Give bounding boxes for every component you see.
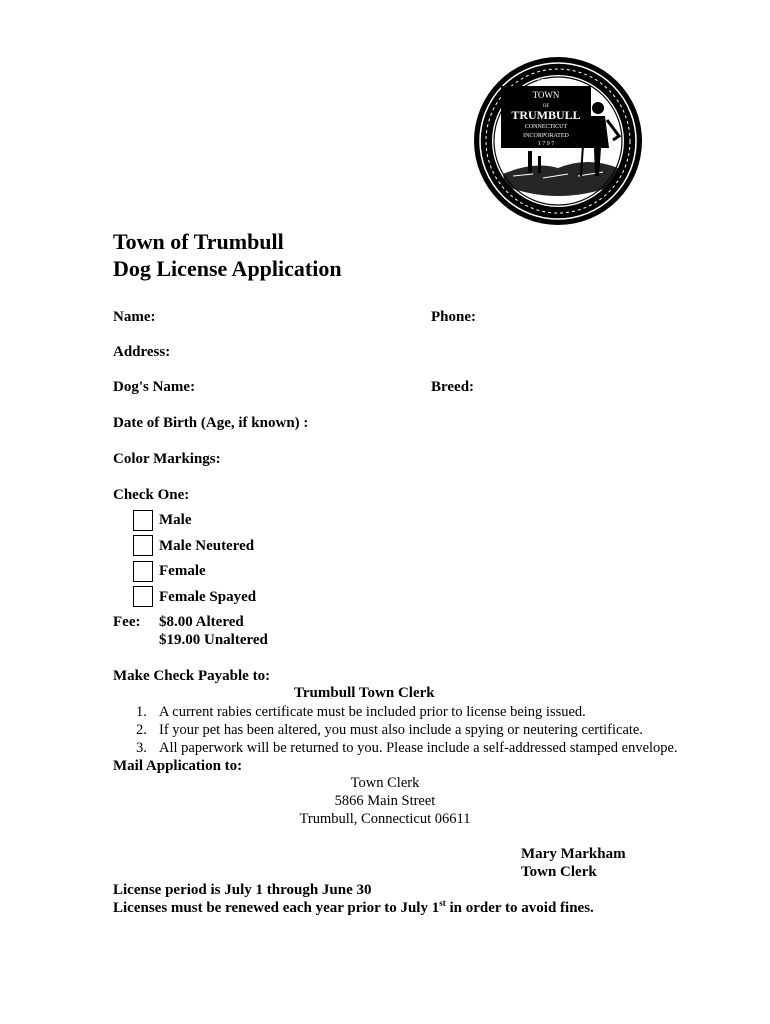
note-text: All paperwork will be returned to you. Please include a self-addressed stamped envelope.	[159, 740, 678, 756]
signature-name: Mary Markham	[521, 846, 626, 862]
page-title-line1: Town of Trumbull	[113, 229, 284, 254]
male-checkbox[interactable]	[133, 510, 153, 531]
name-label: Name:	[113, 309, 156, 325]
payee-name: Trumbull Town Clerk	[294, 685, 435, 701]
mail-line1: Town Clerk	[350, 775, 420, 791]
male-neutered-checkbox[interactable]	[133, 535, 153, 556]
note-text: If your pet has been altered, you must also include a spying or neutering certificate.	[159, 722, 643, 738]
note-number: 3.	[136, 740, 147, 756]
check-one-label: Check One:	[113, 487, 190, 503]
mail-label: Mail Application to:	[113, 758, 243, 774]
note-number: 2.	[136, 722, 147, 738]
female-spayed-option-label: Female Spayed	[159, 589, 257, 605]
mail-line2: 5866 Main Street	[334, 793, 436, 809]
renewal-superscript: st	[439, 898, 446, 908]
male-option-label: Male	[159, 512, 192, 528]
breed-label: Breed:	[431, 379, 475, 395]
phone-label: Phone:	[431, 309, 476, 325]
male-neutered-option-label: Male Neutered	[159, 538, 255, 554]
seal-of-text: TOWN	[532, 90, 560, 100]
female-option-label: Female	[159, 563, 206, 579]
female-checkbox[interactable]	[133, 561, 153, 582]
color-markings-label: Color Markings:	[113, 451, 221, 467]
seal-of-small: OF	[542, 104, 550, 109]
license-period: License period is July 1 through June 30	[113, 882, 372, 898]
mail-line3: Trumbull, Connecticut 06611	[299, 811, 471, 827]
renewal-text-start: Licenses must be renewed each year prior to July 1	[113, 900, 440, 916]
payable-label: Make Check Payable to:	[113, 668, 271, 684]
fee-altered: $8.00 Altered	[159, 614, 244, 630]
seal-incorporated: INCORPORATED	[523, 133, 569, 139]
female-spayed-checkbox[interactable]	[133, 586, 153, 607]
note-number: 1.	[136, 704, 147, 720]
address-label: Address:	[113, 344, 171, 360]
signature-title: Town Clerk	[521, 864, 597, 880]
renewal-notice	[113, 900, 594, 917]
fee-label: Fee:	[113, 614, 141, 630]
fee-unaltered: $19.00 Unaltered	[159, 632, 268, 648]
seal-top-text: SEAL	[537, 78, 555, 86]
page-title-line2: Dog License Application	[113, 256, 342, 281]
dog-name-label: Dog's Name:	[113, 379, 196, 395]
seal-year: 1 7 9 7	[537, 141, 555, 147]
note-text: A current rabies certificate must be included prior to license being issued.	[159, 704, 586, 720]
seal-town-name: TRUMBULL	[511, 108, 581, 122]
dob-label: Date of Birth (Age, if known) :	[113, 415, 309, 431]
renewal-text-end: in order to avoid fines.	[445, 900, 594, 916]
town-seal	[473, 56, 643, 226]
seal-state: CONNECTICUT	[524, 124, 568, 130]
